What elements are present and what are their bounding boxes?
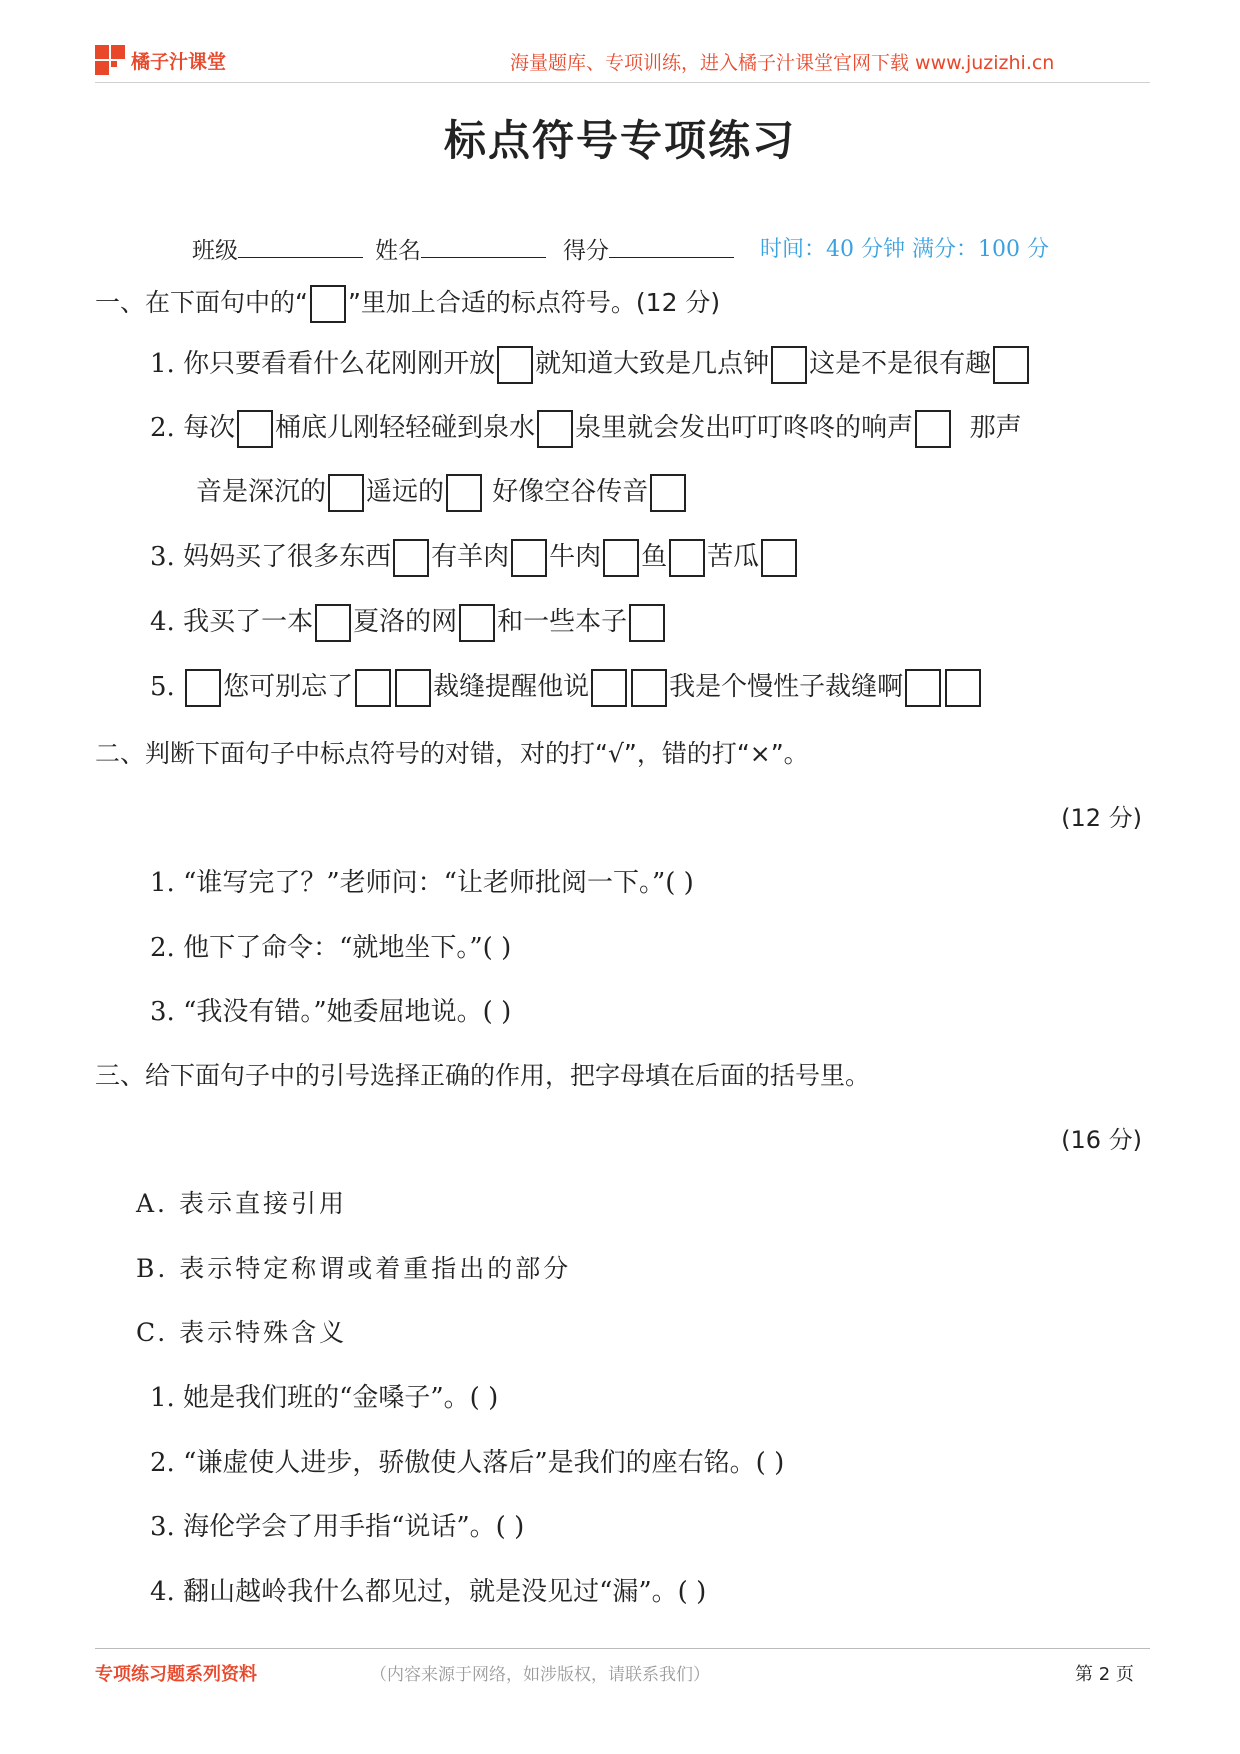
- s3-item-3: 3. 海伦学会了用手指“说话”。( ): [150, 1512, 525, 1542]
- section3-score: (16 分): [1061, 1126, 1142, 1154]
- s3-option-c: C. 表示特殊含义: [136, 1318, 348, 1347]
- s1-q3-box-4[interactable]: [669, 539, 705, 577]
- score-blank: [609, 235, 734, 258]
- s1-q5-box-2[interactable]: [355, 669, 391, 707]
- class-blank: [238, 235, 363, 258]
- s1-q5-text-a: 您可别忘了: [223, 672, 354, 702]
- logo-text: 橘子汁课堂: [131, 50, 227, 73]
- s1-q2-box-6[interactable]: [650, 474, 686, 512]
- s1-q3-box-1[interactable]: [393, 539, 429, 577]
- s1-q5-num: 5.: [150, 672, 175, 702]
- name-field: [375, 232, 546, 265]
- s1-q2-box-2[interactable]: [537, 410, 573, 448]
- s1-q3-num: 3.: [150, 542, 175, 572]
- brand-logo: [95, 44, 226, 76]
- s3-option-b: B. 表示特定称谓或着重指出的部分: [136, 1254, 572, 1283]
- s1-question-5: [150, 666, 983, 707]
- s1-q1-text-b: 就知道大致是几点钟: [535, 349, 770, 379]
- logo-icon: [95, 45, 125, 75]
- s1-q1-box-2[interactable]: [771, 346, 807, 384]
- s3-option-a: A. 表示直接引用: [136, 1189, 347, 1218]
- s1-q3-text-a: 妈妈买了很多东西: [183, 542, 392, 572]
- page-number: 第 2 页: [1075, 1664, 1134, 1685]
- s1-q1-box-3[interactable]: [993, 346, 1029, 384]
- s1-q2-text-c: 泉里就会发出叮叮咚咚的响声: [575, 413, 914, 443]
- s2-item-2: 2. 他下了命令：“就地坐下。”( ): [150, 933, 512, 963]
- s1-q1-text-c: 这是不是很有趣: [809, 349, 992, 379]
- s1-q1-text-a: 你只要看看什么花刚刚开放: [183, 349, 496, 379]
- class-label: 班级: [192, 238, 238, 264]
- section2-heading: 二、判断下面句子中标点符号的对错，对的打“√”，错的打“×”。: [95, 739, 809, 768]
- s1-q2-text-g: 好像空谷传音: [492, 477, 649, 507]
- s2-item-1: 1. “谁写完了？”老师问：“让老师批阅一下。”( ): [150, 868, 694, 898]
- s1-q4-box-2[interactable]: [459, 604, 495, 642]
- s1-q3-text-d: 鱼: [641, 542, 668, 572]
- s1-question-2: [150, 407, 1022, 448]
- s1-q2-text-e: 音是深沉的: [196, 477, 327, 507]
- name-blank: [421, 235, 546, 258]
- s1-q5-box-4[interactable]: [591, 669, 627, 707]
- section1-heading-pre: 一、在下面句中的“: [95, 288, 308, 317]
- s1-q5-box-3[interactable]: [395, 669, 431, 707]
- score-field: [563, 232, 734, 265]
- footer-series-label: 专项练习题系列资料: [95, 1664, 257, 1685]
- s1-q3-text-e: 苦瓜: [707, 542, 760, 572]
- footer-copyright-note: （内容来源于网络，如涉版权，请联系我们）: [370, 1665, 710, 1685]
- s1-q4-box-3[interactable]: [629, 604, 665, 642]
- section1-heading-post: ”里加上合适的标点符号。(12 分): [347, 288, 721, 317]
- section2-score: (12 分): [1061, 804, 1142, 832]
- s1-q5-text-c: 我是个慢性子裁缝啊: [669, 672, 904, 702]
- s1-q4-text-b: 夏洛的网: [353, 607, 458, 637]
- name-label: 姓名: [375, 238, 421, 264]
- s1-q2-text-b: 桶底儿刚轻轻碰到泉水: [275, 413, 536, 443]
- s1-q1-box-1[interactable]: [497, 346, 533, 384]
- s1-q2-box-5[interactable]: [446, 474, 482, 512]
- header-slogan: 海量题库、专项训练，进入橘子汁课堂官网下载 www.juzizhi.cn: [510, 52, 1055, 74]
- s3-item-4: 4. 翻山越岭我什么都见过，就是没见过“漏”。( ): [150, 1577, 707, 1607]
- s1-q3-box-2[interactable]: [511, 539, 547, 577]
- s1-q4-num: 4.: [150, 607, 175, 637]
- footer-divider: [95, 1648, 1150, 1649]
- class-field: [192, 232, 363, 265]
- time-info: 时间：40 分钟 满分：100 分: [760, 237, 1049, 262]
- score-label: 得分: [563, 238, 609, 264]
- s1-q2-text-f: 遥远的: [366, 477, 445, 507]
- s1-q5-box-7[interactable]: [945, 669, 981, 707]
- s1-q2-box-4[interactable]: [328, 474, 364, 512]
- s1-q4-text-a: 我买了一本: [183, 607, 314, 637]
- s1-question-1: [150, 343, 1031, 384]
- header-divider: [95, 82, 1150, 83]
- s2-item-3: 3. “我没有错。”她委屈地说。( ): [150, 997, 512, 1027]
- s3-item-1: 1. 她是我们班的“金嗓子”。( ): [150, 1383, 499, 1413]
- s1-q5-box-1[interactable]: [185, 669, 221, 707]
- s1-q5-box-6[interactable]: [905, 669, 941, 707]
- s1-q2-box-3[interactable]: [915, 410, 951, 448]
- s3-item-2: 2. “谦虚使人进步，骄傲使人落后”是我们的座右铭。( ): [150, 1448, 785, 1478]
- s1-question-3: [150, 536, 799, 577]
- page-title: 标点符号专项练习: [443, 116, 796, 165]
- s1-q5-text-b: 裁缝提醒他说: [433, 672, 590, 702]
- s1-q3-text-b: 有羊肉: [431, 542, 510, 572]
- s1-q5-box-5[interactable]: [631, 669, 667, 707]
- s1-q2-text-d: 那声: [969, 413, 1022, 443]
- s1-q3-box-3[interactable]: [603, 539, 639, 577]
- sample-box: [310, 285, 346, 323]
- s1-q2-box-1[interactable]: [237, 410, 273, 448]
- s1-q2-num: 2.: [150, 413, 175, 443]
- s1-q4-text-c: 和一些本子: [497, 607, 628, 637]
- s1-q3-box-5[interactable]: [761, 539, 797, 577]
- s1-q3-text-c: 牛肉: [549, 542, 602, 572]
- section1-heading: [95, 283, 720, 323]
- s1-question-4: [150, 601, 667, 642]
- s1-q4-box-1[interactable]: [315, 604, 351, 642]
- s1-q1-num: 1.: [150, 349, 175, 379]
- section3-heading: 三、给下面句子中的引号选择正确的作用，把字母填在后面的括号里。: [95, 1061, 871, 1090]
- s1-question-2-cont: [196, 471, 688, 512]
- s1-q2-text-a: 每次: [183, 413, 236, 443]
